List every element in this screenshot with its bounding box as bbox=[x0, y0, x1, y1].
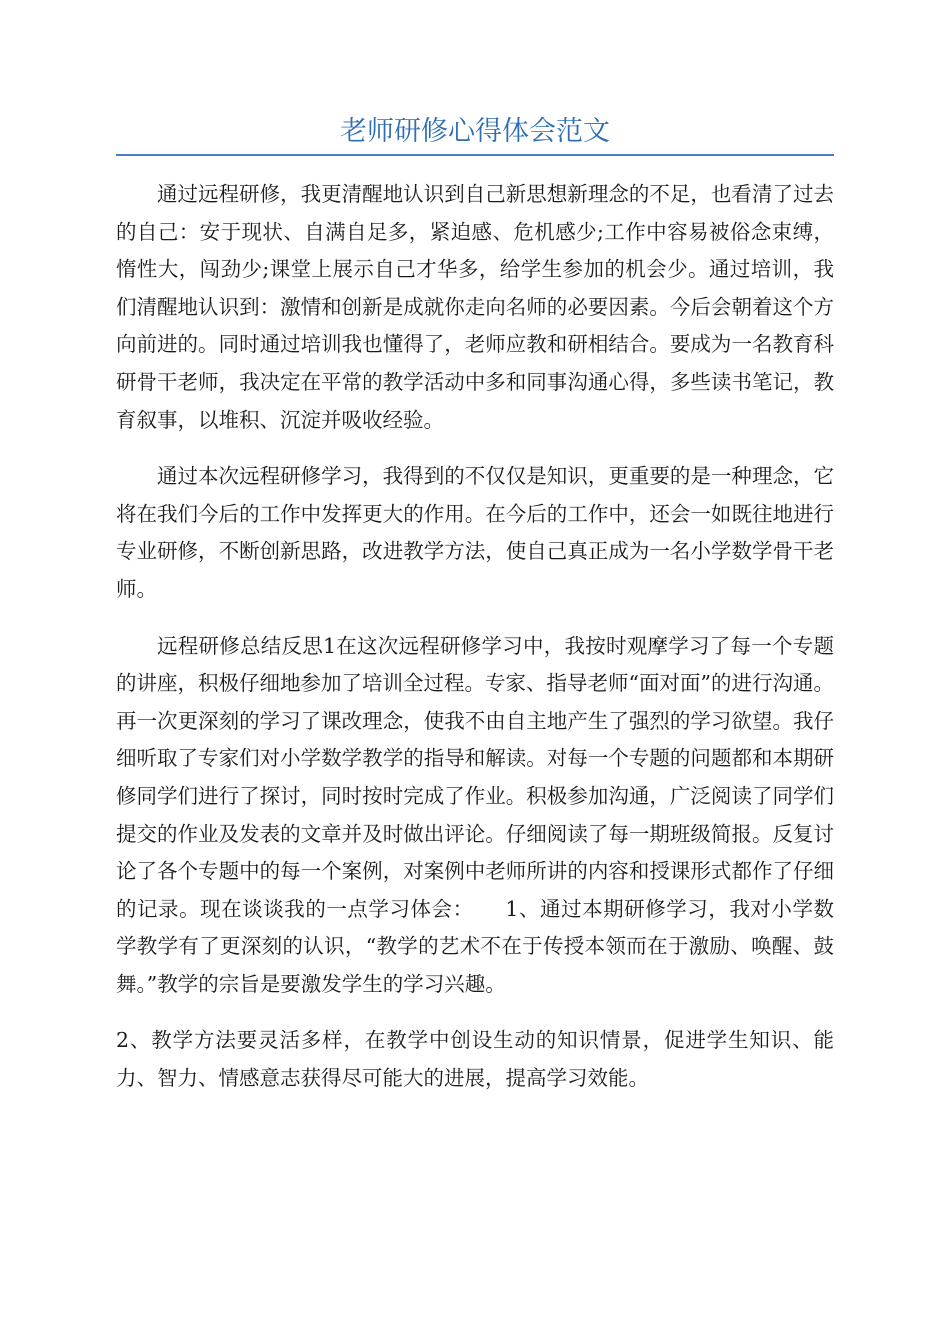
document-title: 老师研修心得体会范文 bbox=[340, 116, 610, 147]
paragraph-3: 远程研修总结反思1在这次远程研修学习中，我按时观摩学习了每一个专题的讲座，积极仔细地参加了培训全过程。专家、指导老师“面对面”的进行沟通。再一次更深刻的学习了课改理念，使我不由自主地产生了强烈的学习欲望。我仔细听取了专家们对小学数学教学的指导和解读。对每一个专题的问题都和本期研修同学们进行了探讨，同时按时完成了作业。积极参加沟通，广泛阅读了同学们提交的作业及发表的文章并及时做出评论。仔细阅读了每一期班级简报。反复讨论了各个专题中的每一个案例，对案例中老师所讲的内容和授课形式都作了仔细的记录。现在谈谈我的一点学习体会： 1、通过本期研修学习，我对小学数学教学有了更深刻的认识，“教学的艺术不在于传授本领而在于激励、唤醒、鼓舞。”教学的宗旨是要激发学生的学习兴趣。 bbox=[116, 633, 834, 996]
paragraph-4: 2、教学方法要灵活多样，在教学中创设生动的知识情景，促进学生知识、能力、智力、情感意志获得尽可能大的进展，提高学习效能。 bbox=[116, 1028, 834, 1091]
paragraph-2: 通过本次远程研修学习，我得到的不仅仅是知识，更重要的是一种理念，它将在我们今后的工作中发挥更大的作用。在今后的工作中，还会一如既往地进行专业研修，不断创新思路，改进教学方法，使自己真正成为一名小学数学骨干老师。 bbox=[116, 464, 834, 601]
document-body bbox=[116, 176, 834, 1117]
paragraph-1: 通过远程研修，我更清醒地认识到自己新思想新理念的不足，也看清了过去的自己：安于现状、自满自足多，紧迫感、危机感少;工作中容易被俗念束缚，惰性大，闯劲少;课堂上展示自己才华多，给学生参加的机会少。通过培训，我们清醒地认识到：激情和创新是成就你走向名师的必要因素。今后会朝着这个方向前进的。同时通过培训我也懂得了，老师应教和研相结合。要成为一名教育科研骨干老师，我决定在平常的教学活动中多和同事沟通心得，多些读书笔记，教育叙事，以堆积、沉淀并吸收经验。 bbox=[116, 182, 834, 432]
title-underline bbox=[116, 154, 834, 156]
